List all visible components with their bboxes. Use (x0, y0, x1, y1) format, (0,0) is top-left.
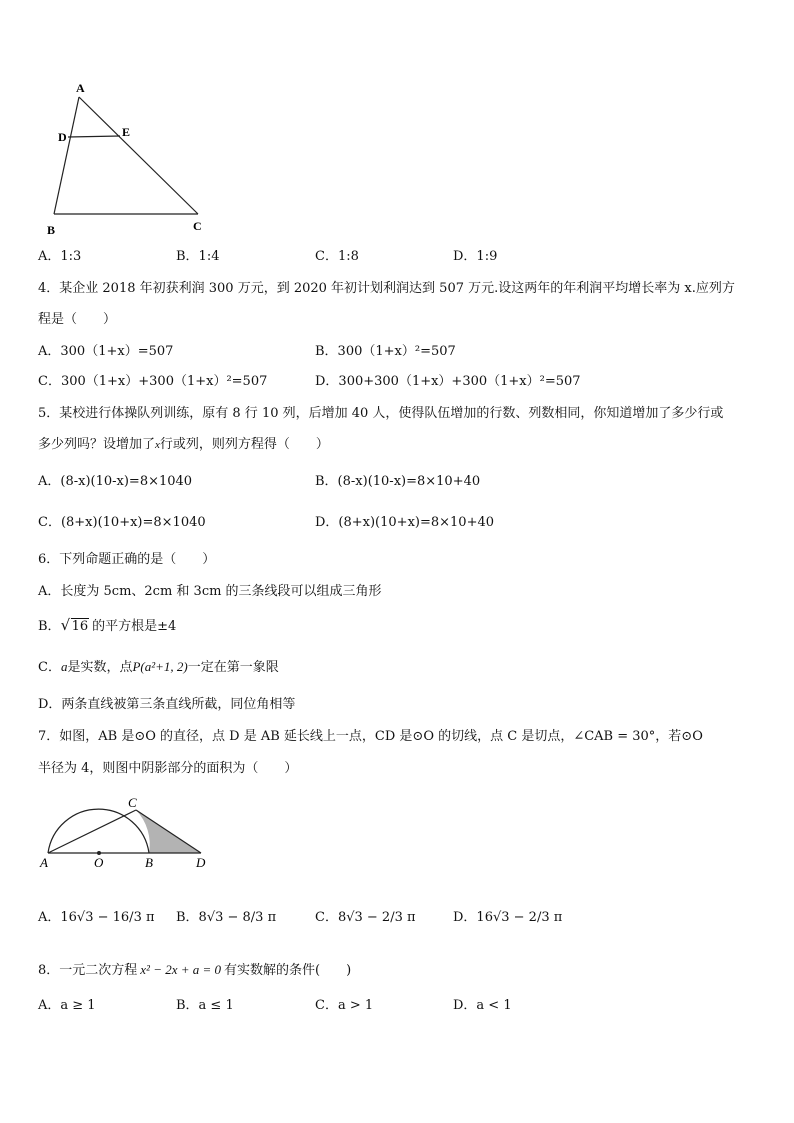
q5-option-c: C．(8+x)(10+x)=8×1040 (38, 515, 206, 530)
q7-stem-line1: 7．如图，AB 是⊙O 的直径，点 D 是 AB 延长线上一点，CD 是⊙O 的切线，点 C 是切点，∠CAB = 30°，若⊙O (38, 729, 703, 744)
label-D-circle: D (196, 855, 206, 870)
q4-option-b: B．300（1+x）²=507 (315, 344, 456, 359)
semicircle-arc (48, 809, 149, 853)
q6-option-c-label: C． (38, 660, 61, 675)
sqrt-sign-icon: √ (60, 616, 71, 634)
q3-option-d: D．1:9 (453, 249, 498, 264)
q8-option-a: A．a ≥ 1 (38, 998, 96, 1013)
q5-variable: x (155, 439, 160, 451)
q8-equation: x² − 2x + a = 0 (140, 962, 222, 977)
q6-option-b-text: 的平方根是±4 (92, 619, 177, 634)
q6-option-a: A．长度为 5cm、2cm 和 3cm 的三条线段可以组成三角形 (38, 584, 382, 599)
q6-option-b-label: B． (38, 619, 61, 634)
q4-stem-line2: 程是（ ） (38, 312, 117, 327)
q6-radicand: 16 (71, 619, 89, 634)
q5-option-a: A．(8-x)(10-x)=8×1040 (38, 474, 193, 489)
q7-option-a: A．16√3 − 16/3 π (38, 910, 155, 925)
label-D: D (58, 130, 67, 144)
label-C-circle: C (128, 795, 137, 810)
q5-stem-line1: 5．某校进行体操队列训练，原有 8 行 10 列，后增加 40 人，使得队伍增加的行数、列数相同，你知道增加了多少行或 (38, 406, 724, 421)
q6-point: P(a²+1, 2) (132, 659, 188, 674)
q4-stem-line1: 4．某企业 2018 年初获利润 300 万元，到 2020 年初计划利润达到 507 万元.设这两年的年利润平均增长率为 x.应列方 (38, 281, 735, 296)
q3-option-b: B．1:4 (176, 249, 220, 264)
q4-option-d: D．300+300（1+x）+300（1+x）²=507 (315, 374, 581, 389)
label-E: E (122, 125, 131, 139)
q4-option-a: A．300（1+x）=507 (38, 344, 174, 359)
q3-option-c: C．1:8 (315, 249, 359, 264)
q6-option-c-post: 一定在第一象限 (187, 660, 279, 675)
q4-option-c: C．300（1+x）+300（1+x）²=507 (38, 374, 268, 389)
q7-option-c: C．8√3 − 2/3 π (315, 910, 416, 925)
q5-stem-pre: 多少列吗？设增加了 (38, 437, 156, 452)
q6-option-c-pre: 是实数，点 (67, 660, 133, 675)
q8-stem-post: 有实数解的条件( ) (224, 963, 352, 978)
label-B-circle: B (145, 855, 153, 870)
q8-option-d: D．a < 1 (453, 998, 512, 1013)
label-B: B (47, 223, 56, 237)
q8-stem (38, 962, 351, 979)
q8-stem-pre: 8．一元二次方程 (38, 963, 138, 978)
q6-option-d: D．两条直线被第三条直线所截，同位角相等 (38, 697, 296, 712)
label-O-circle: O (94, 855, 104, 870)
q8-option-b: B．a ≤ 1 (176, 998, 234, 1013)
q5-option-d: D．(8+x)(10+x)=8×10+40 (315, 515, 495, 530)
q3-option-a: A．1:3 (38, 249, 82, 264)
label-C: C (193, 219, 202, 233)
label-A-circle: A (40, 855, 48, 870)
q7-option-d: D．16√3 − 2/3 π (453, 910, 563, 925)
q6-var-a: a (60, 659, 68, 674)
q6-stem: 6．下列命题正确的是（ ） (38, 552, 216, 567)
q8-option-c: C．a > 1 (315, 998, 374, 1013)
q7-stem-line2: 半径为 4，则图中阴影部分的面积为（ ） (38, 761, 298, 776)
q5-stem-post: 行或列，则列方程得（ ） (159, 437, 329, 452)
q7-option-b: B．8√3 − 8/3 π (176, 910, 277, 925)
label-A: A (76, 81, 85, 95)
q5-option-b: B．(8-x)(10-x)=8×10+40 (315, 474, 481, 489)
